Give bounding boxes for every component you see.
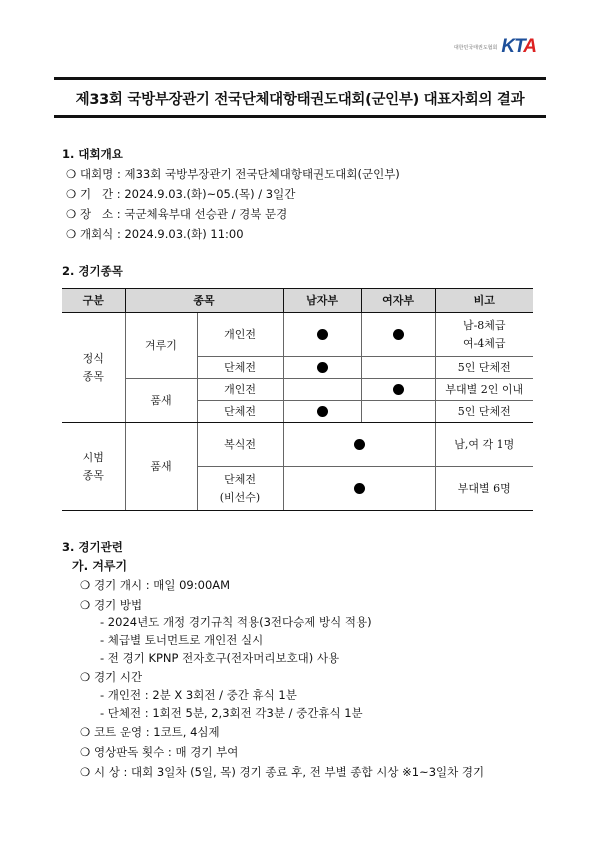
men-mark bbox=[283, 379, 361, 401]
event-individual: 개인전 bbox=[197, 313, 283, 357]
events-table bbox=[62, 288, 533, 511]
title-top-rule bbox=[54, 77, 546, 80]
table-row bbox=[62, 379, 533, 401]
rule-method-detail: - 2024년도 개정 경기규칙 적용(3전다승제 방식 적용) bbox=[100, 615, 372, 629]
event-kyorugi: 겨루기 bbox=[125, 313, 197, 379]
event-individual: 개인전 bbox=[197, 379, 283, 401]
participation-dot bbox=[354, 483, 365, 494]
rule-duration-detail: - 개인전 : 2분 X 3회전 / 중간 휴식 1분 bbox=[100, 688, 297, 702]
header-remarks: 비고 bbox=[435, 289, 533, 313]
category-regular: 정식 종목 bbox=[62, 313, 125, 423]
header-event: 종목 bbox=[125, 289, 283, 313]
document-title: 제33회 국방부장관기 전국단체대항태권도대회(군인부) 대표자회의 결과 bbox=[75, 92, 525, 108]
rule-video-review: ❍ 영상판독 횟수 : 매 경기 부여 bbox=[80, 745, 239, 759]
men-mark bbox=[283, 357, 361, 379]
participation-dot bbox=[393, 329, 404, 340]
remarks-cell: 부대별 6명 bbox=[435, 467, 533, 511]
remarks-cell: 남-8체급 여-4체급 bbox=[435, 313, 533, 357]
rule-method: ❍ 경기 방법 bbox=[80, 598, 143, 612]
event-poomsae: 품새 bbox=[125, 423, 197, 511]
participation-dot bbox=[317, 362, 328, 373]
rule-method-detail: - 체급별 토너먼트로 개인전 실시 bbox=[100, 633, 264, 647]
rule-awards: ❍ 시 상 : 대회 3일차 (5일, 목) 경기 종료 후, 전 부별 종합 시상 ※1~3일차 경기 bbox=[80, 765, 485, 779]
mixed-mark bbox=[283, 423, 435, 467]
rule-duration-detail: - 단체전 : 1회전 5분, 2,3회전 각3분 / 중간휴식 1분 bbox=[100, 706, 363, 720]
remarks-cell: 5인 단체전 bbox=[435, 357, 533, 379]
event-poomsae: 품새 bbox=[125, 379, 197, 423]
remarks-cell: 5인 단체전 bbox=[435, 401, 533, 423]
header-category: 구분 bbox=[62, 289, 125, 313]
participation-dot bbox=[354, 439, 365, 450]
team-nonplayer-mark bbox=[283, 467, 435, 511]
rule-duration: ❍ 경기 시간 bbox=[80, 670, 143, 684]
section1-heading: 1. 대회개요 bbox=[62, 147, 123, 161]
participation-dot bbox=[317, 329, 328, 340]
kyorugi-subheading: 가. 겨루기 bbox=[72, 559, 128, 573]
header-men: 남자부 bbox=[283, 289, 361, 313]
category-demo: 시범 종목 bbox=[62, 423, 125, 511]
remarks-cell: 부대별 2인 이내 bbox=[435, 379, 533, 401]
overview-venue: ❍ 장 소 : 국군체육부대 선승관 / 경북 문경 bbox=[66, 207, 288, 221]
women-mark bbox=[361, 313, 435, 357]
overview-opening: ❍ 개회식 : 2024.9.03.(화) 11:00 bbox=[66, 227, 244, 241]
men-mark bbox=[283, 401, 361, 423]
overview-period: ❍ 기 간 : 2024.9.03.(화)~05.(목) / 3일간 bbox=[66, 187, 296, 201]
remarks-cell: 남,여 각 1명 bbox=[435, 423, 533, 467]
participation-dot bbox=[317, 406, 328, 417]
women-mark bbox=[361, 379, 435, 401]
men-mark bbox=[283, 313, 361, 357]
rule-court: ❍ 코트 운영 : 1코트, 4심제 bbox=[80, 725, 220, 739]
event-team-nonplayer: 단체전 (비선수) bbox=[197, 467, 283, 511]
kta-logo bbox=[454, 36, 536, 58]
event-team: 단체전 bbox=[197, 357, 283, 379]
women-mark bbox=[361, 401, 435, 423]
women-mark bbox=[361, 357, 435, 379]
overview-name: ❍ 대회명 : 제33회 국방부장관기 전국단체대항태권도대회(군인부) bbox=[66, 167, 400, 181]
table-row bbox=[62, 423, 533, 467]
participation-dot bbox=[393, 384, 404, 395]
table-header-row bbox=[62, 289, 533, 313]
logo-mark: KTA bbox=[501, 36, 536, 57]
rule-method-detail: - 전 경기 KPNP 전자호구(전자머리보호대) 사용 bbox=[100, 651, 340, 665]
section2-heading: 2. 경기종목 bbox=[62, 264, 123, 278]
table-row bbox=[62, 313, 533, 357]
event-mixed: 복식전 bbox=[197, 423, 283, 467]
section3-heading: 3. 경기관련 bbox=[62, 540, 123, 554]
title-bottom-rule bbox=[54, 115, 546, 118]
rule-start-time: ❍ 경기 개시 : 매일 09:00AM bbox=[80, 578, 231, 592]
header-women: 여자부 bbox=[361, 289, 435, 313]
event-team: 단체전 bbox=[197, 401, 283, 423]
logo-subtitle: 대한민국태권도협회 bbox=[453, 44, 498, 51]
